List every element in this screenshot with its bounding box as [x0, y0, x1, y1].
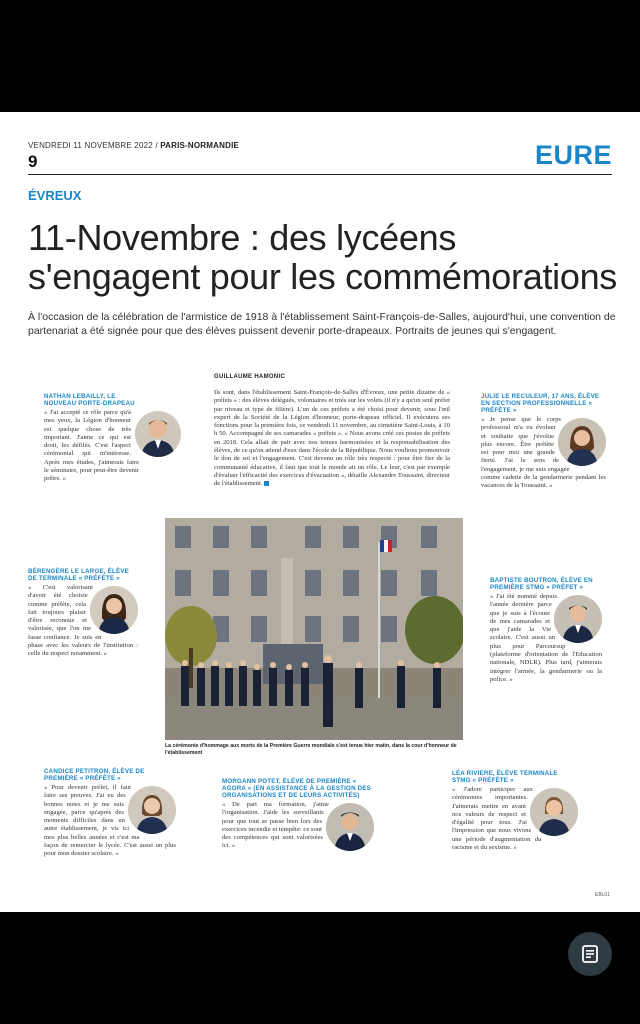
portrait-quote: « Je pense que le corps professoral m'a vu évoluer et souhaite que j'évolue plus encore. Être préfète est pour moi une grande fierté. J'ai le sens de l'engagement, je me suis engagée comme cadette de la gendarmerie pendant les vacances de la Toussaint. » [481, 416, 606, 490]
section-logo: EURE [534, 140, 612, 170]
portrait-name: LÉA RIVIERE, ÉLÈVE TERMINALE STMG « PRÉFÈTE » [452, 770, 558, 784]
article-icon [582, 945, 598, 963]
article-body [214, 389, 450, 489]
portrait-julie [481, 393, 606, 491]
portrait-name: NATHAN LEBAILLY, LE NOUVEAU PORTE-DRAPEAU [44, 393, 135, 407]
portrait-lea [452, 770, 578, 852]
ceremony-photo [165, 518, 463, 740]
portrait-photo [554, 595, 602, 643]
end-mark [264, 481, 269, 486]
portrait-quote: « De part ma formation, j'aime l'organisation. J'aide les surveillants pour que tout se passe bien lors des exercices incendie et tempête: ce sont des compétences qui sont valorisées ici. » [222, 801, 374, 851]
portrait-photo [90, 586, 138, 634]
portrait-berengere [28, 568, 138, 659]
dateline [28, 141, 239, 150]
portrait-photo [558, 418, 606, 466]
portrait-name: BÉRENGÈRE LE LARGE, ÉLÈVE DE TERMINALE « PRÉFÈTE » [28, 568, 129, 582]
portrait-photo [326, 803, 374, 851]
article-headline: 11-Novembre : des lycéens s'engagent pour les commémorations [28, 217, 617, 297]
issue-date: VENDREDI 11 NOVEMBRE 2022 / [28, 141, 158, 150]
portrait-candice [44, 768, 176, 859]
newspaper-name: PARIS-NORMANDIE [160, 141, 240, 150]
page-number: 9 [28, 152, 38, 171]
portrait-photo [128, 786, 176, 834]
portrait-quote: « J'ai accepté ce rôle parce qu'à mes yeux, la Légion d'honneur est quelque chose de très important. J'aime ce qui est droit, les défilés. C'est l'aspect cérémonial qui m'intéresse. Après mes études, j'aimerais faire le séminaire, pour peut-être devenir prêtre. » [44, 409, 139, 484]
portrait-morgann [222, 778, 374, 853]
article-kicker: ÉVREUX [28, 188, 82, 203]
article-view-button[interactable] [568, 932, 612, 976]
portrait-name: CANDICE PETITRON, ÉLÈVE DE PREMIÈRE « PRÉFÈTE » [44, 768, 145, 782]
portrait-name: JULIE LE RECULEUR, 17 ANS, ÉLÈVE EN SECTION PROFESSIONNELLE « PRÉFÈTE » [481, 393, 600, 414]
photo-caption: La cérémonie d'hommage aux morts de la Première Guerre mondiale s'est tenue hier matin, dans la cour d'honneur de l'établissement [165, 743, 457, 756]
portrait-name: BAPTISTE BOUTRON, ÉLÈVE EN PREMIÈRE STMG « PRÉFET » [490, 577, 593, 591]
portrait-photo [530, 788, 578, 836]
portrait-photo [135, 411, 181, 457]
page-folio: EBL01 [594, 892, 610, 898]
header-rule [28, 174, 612, 175]
portrait-name: MORGANN POTET, ÉLÈVE DE PREMIÈRE « AGORA » (EN ASSISTANCE À LA GESTION DES ORGANISATIONS ET DE LEURS ACTIVITÉS) [222, 778, 371, 799]
portrait-quote: « C'est valorisant d'avoir été choisie comme préfète, cela fait toujours plaisir d'être reconnue et valorisée, que l'on me fasse confiance. Je suis en phase avec les valeurs de l'institution : celle du respect notamment. » [28, 584, 138, 658]
portrait-nathan [44, 393, 139, 484]
portrait-quote: « Pour devenir préfet, il faut faire ses preuves. J'ai eu des bonnes notes et je me suis engagée, parce qu'après des moments difficiles dans un autre établissement, je vis ici mes plus belles années et c'est ma façon de remercier le lycée. C'est aussi un plus pour mon dossier scolaire. » [44, 784, 176, 858]
portrait-quote: « J'adore participer aux cérémonies importantes. J'aimerais mettre en avant nos valeurs de respect et d'égalité pour tous. J'ai l'impression que nous vivons une période d'augmentation du racisme et du sexisme. » [452, 786, 578, 852]
portrait-baptiste [490, 577, 602, 684]
article-author: GUILLAUME HAMONIC [214, 374, 286, 380]
article-body-text: Ils sont, dans l'établissement Saint-François-de-Salles d'Évreux, une petite dizaine de « préfets » : des élèves délégués, volontaires et triés sur les volets (il n'y a qu'un seul préfet par niveau et type de filière). L'un de ces préfets a été choisi pour devenir, sous l'œil expert de la Société de la Légion d'honneur, porte-drapeau officiel. Il exécutera ses fonctions pour la première fois, ce vendredi 11 novembre, au cimetière Saint-Louis, à 10 h 50. Accompagné de ses camarades « préfets ». « Nous avons créé ces postes de préfets en 2018. Cela allait de pair avec nos tenues harmonisées et la responsabilisation des élèves, de ce qu'on attend d'eux dans l'école de la République. Nous voulions promouvoir le don de soi et l'engagement. C'est devenu un rôle très respecté : pour être fier de la communauté éducative, il faut que tout le monde ait un rôle. Le leur, c'est par exemple d'évaluer l'efficacité des exercices d'évacuation », détaille Alexandre Toussaint, directeur de l'établissement. [214, 389, 450, 488]
article-lead: À l'occasion de la célébration de l'armistice de 1918 à l'établissement Saint-François-de-Salles, aujourd'hui, une convention de partenariat a été signée pour que des élèves puissent devenir porte-drapeaux. Portraits de jeunes qui s'engagent. [28, 311, 616, 337]
newspaper-page [0, 112, 640, 912]
portrait-quote: « J'ai été nommé depuis l'année dernière parce que je suis à l'écoute de mes camarades et que j'aide la Vie scolaire. C'est aussi un plus pour Parcoursup (plateforme d'orientation de l'Education nationale, NDLR). Plus tard, j'aimerais intégrer l'armée, la gendarmerie ou la police. » [490, 593, 602, 683]
